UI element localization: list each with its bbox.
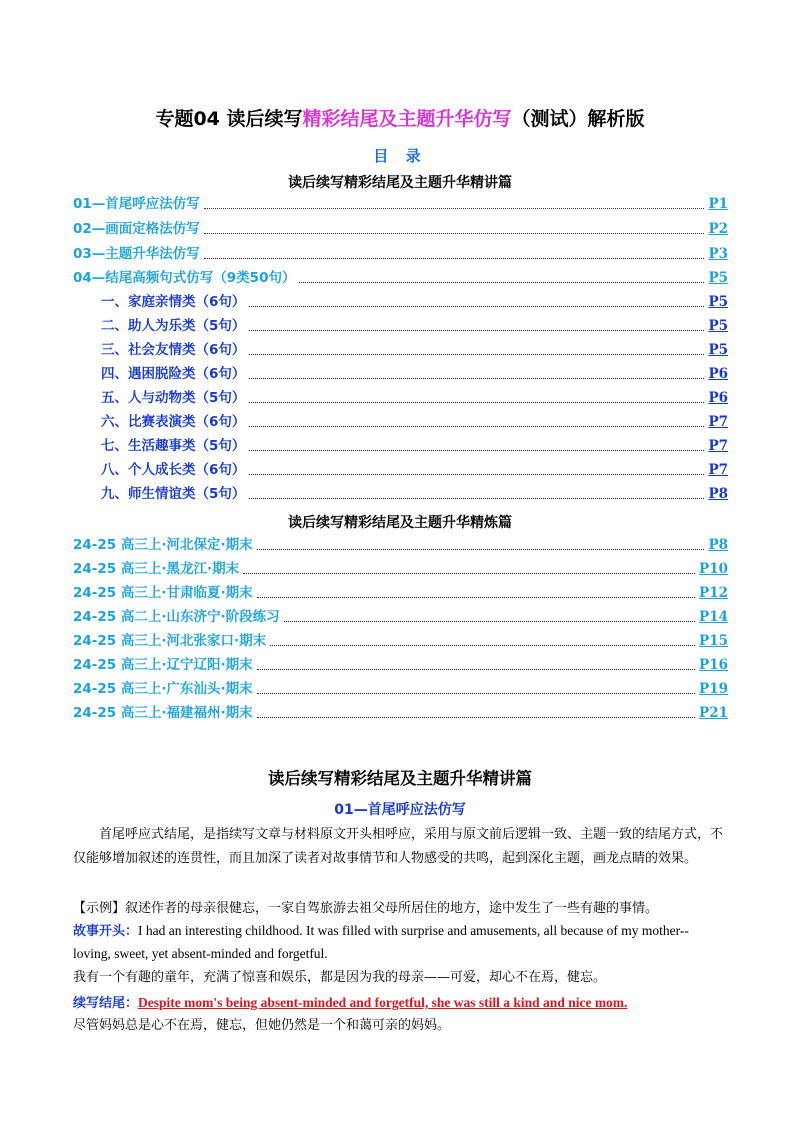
toc-entry-label: 三、社会友情类（6句）	[101, 342, 246, 358]
toc-leader	[243, 573, 695, 574]
toc-entry-page: P15	[699, 633, 728, 649]
toc-subentry[interactable]	[73, 434, 728, 454]
toc-leader	[249, 450, 704, 451]
toc-entry-page: P12	[699, 585, 728, 601]
toc-entry-page: P16	[699, 657, 728, 673]
toc-entry-page: P14	[699, 609, 728, 625]
toc-entry-page: P5	[708, 342, 728, 358]
toc-leader	[284, 621, 695, 622]
toc-subentry[interactable]	[73, 386, 728, 406]
toc-entry-page: P8	[708, 537, 728, 553]
body-heading: 读后续写精彩结尾及主题升华精讲篇	[268, 769, 532, 788]
toc-leader	[257, 597, 695, 598]
toc-entry[interactable]	[73, 677, 728, 697]
toc-subentry[interactable]	[73, 290, 728, 310]
toc-entry-page: P7	[708, 438, 728, 454]
title-part1: 专题04 读后续写	[155, 108, 303, 130]
toc-leader	[249, 474, 704, 475]
toc-entry-label: 24-25 高三上·辽宁辽阳·期末	[73, 657, 253, 673]
toc-entry-page: P6	[708, 390, 728, 406]
toc-entry-page: P6	[708, 366, 728, 382]
toc-entry-label: 03—主题升华法仿写	[73, 246, 200, 262]
toc-entry-page: P19	[699, 681, 728, 697]
toc-entry-label: 02—画面定格法仿写	[73, 221, 200, 237]
toc-entry[interactable]	[73, 581, 728, 601]
story-start-en-1: I had an interesting childhood. It was filled with surprise and amusements, all because of my mother--	[138, 923, 689, 938]
toc-entry-page: P21	[699, 705, 728, 721]
toc-entry[interactable]	[73, 629, 728, 649]
story-end-line	[73, 993, 733, 1014]
toc-entry[interactable]	[73, 557, 728, 577]
toc-entry-label: 04—结尾高频句式仿写（9类50句）	[73, 270, 296, 286]
toc-leader	[204, 258, 705, 259]
toc-entry-label: 01—首尾呼应法仿写	[73, 196, 200, 212]
toc-entry-page: P5	[708, 318, 728, 334]
toc-entry[interactable]	[73, 217, 728, 237]
toc-leader	[249, 498, 704, 499]
toc-entry[interactable]	[73, 653, 728, 673]
toc-leader	[204, 233, 705, 234]
toc-leader	[249, 306, 704, 307]
story-start-en-2: loving, sweet, yet absent-minded and forgetful.	[73, 946, 328, 961]
toc-entry-label: 一、家庭亲情类（6句）	[101, 294, 246, 310]
story-end-en: Despite mom's being absent-minded and forgetful, she was still a kind and nice mom.	[138, 995, 628, 1010]
toc-entry-page: P7	[708, 462, 728, 478]
toc-leader	[257, 669, 695, 670]
toc-entry[interactable]	[73, 605, 728, 625]
title-highlight: 精彩结尾及主题升华仿写	[302, 108, 512, 130]
toc-leader	[204, 208, 705, 209]
toc-subentry[interactable]	[73, 458, 728, 478]
toc-entry-label: 六、比赛表演类（6句）	[101, 414, 246, 430]
toc-leader	[249, 402, 704, 403]
toc-section1-title: 读后续写精彩结尾及主题升华精讲篇	[288, 175, 512, 191]
toc-entry-label: 七、生活趣事类（5句）	[101, 438, 246, 454]
toc-leader	[249, 378, 704, 379]
story-start-zh: 我有一个有趣的童年，充满了惊喜和娱乐，都是因为我的母亲——可爱，却心不在焉，健忘。	[73, 970, 607, 985]
toc-entry-label: 二、助人为乐类（5句）	[101, 318, 246, 334]
toc-entry-label: 五、人与动物类（5句）	[101, 390, 246, 406]
toc-leader	[249, 330, 704, 331]
toc-entry-label: 24-25 高三上·广东汕头·期末	[73, 681, 253, 697]
toc-leader	[249, 426, 704, 427]
toc-entry[interactable]	[73, 192, 728, 212]
page-title	[0, 104, 800, 131]
toc-entry-label: 八、个人成长类（6句）	[101, 462, 246, 478]
toc-entry-page: P10	[699, 561, 728, 577]
toc-entry-label: 24-25 高三上·福建福州·期末	[73, 705, 253, 721]
toc-entry-page: P8	[708, 486, 728, 502]
story-end-label: 续写结尾：	[73, 996, 139, 1011]
toc-entry-page: P2	[708, 221, 728, 237]
toc-leader	[257, 549, 705, 550]
toc-entry-page: P5	[708, 270, 728, 286]
toc-entry-page: P7	[708, 414, 728, 430]
intro-paragraph: 首尾呼应式结尾，是指续写文章与材料原文开头相呼应，采用与原文前后逻辑一致、主题一致的结尾方式，不仅能够增加叙述的连贯性，而且加深了读者对故事情节和人物感受的共鸣，起到深化主题，画龙点睛的效果。	[73, 827, 724, 866]
toc-entry-label: 四、遇困脱险类（6句）	[101, 366, 246, 382]
toc-entry[interactable]	[73, 701, 728, 721]
toc-subentry[interactable]	[73, 362, 728, 382]
toc-entry-label: 24-25 高二上·山东济宁·阶段练习	[73, 609, 280, 625]
toc-entry-page: P3	[708, 246, 728, 262]
toc-leader	[299, 282, 704, 283]
story-start-line	[73, 921, 733, 942]
toc-leader	[270, 645, 695, 646]
toc-leader	[257, 717, 695, 718]
toc-entry-label: 九、师生情谊类（5句）	[101, 486, 246, 502]
toc-entry[interactable]	[73, 242, 728, 262]
toc-entry-page: P1	[708, 196, 728, 212]
example-line: 【示例】叙述作者的母亲很健忘，一家自驾旅游去祖父母所居住的地方，途中发生了一些有趣的事情。	[73, 901, 659, 916]
toc-subentry[interactable]	[73, 482, 728, 502]
toc-entry-label: 24-25 高三上·甘肃临夏·期末	[73, 585, 253, 601]
toc-subentry[interactable]	[73, 338, 728, 358]
toc-entry-label: 24-25 高三上·河北张家口·期末	[73, 633, 267, 649]
toc-entry[interactable]	[73, 533, 728, 553]
toc-entry-page: P5	[708, 294, 728, 310]
toc-leader	[257, 693, 695, 694]
title-part2: （测试）解析版	[511, 108, 645, 130]
story-start-label: 故事开头：	[73, 924, 139, 939]
toc-subentry[interactable]	[73, 410, 728, 430]
toc-entry-label: 24-25 高三上·河北保定·期末	[73, 537, 253, 553]
toc-heading: 目 录	[373, 147, 427, 165]
body-subheading: 01—首尾呼应法仿写	[334, 802, 466, 818]
story-end-zh: 尽管妈妈总是心不在焉，健忘，但她仍然是一个和蔼可亲的妈妈。	[73, 1018, 451, 1033]
toc-subentry[interactable]	[73, 314, 728, 334]
toc-entry-label: 24-25 高三上·黑龙江·期末	[73, 561, 240, 577]
toc-section2-title: 读后续写精彩结尾及主题升华精炼篇	[288, 515, 512, 531]
toc-leader	[249, 354, 704, 355]
toc-entry[interactable]	[73, 266, 728, 286]
